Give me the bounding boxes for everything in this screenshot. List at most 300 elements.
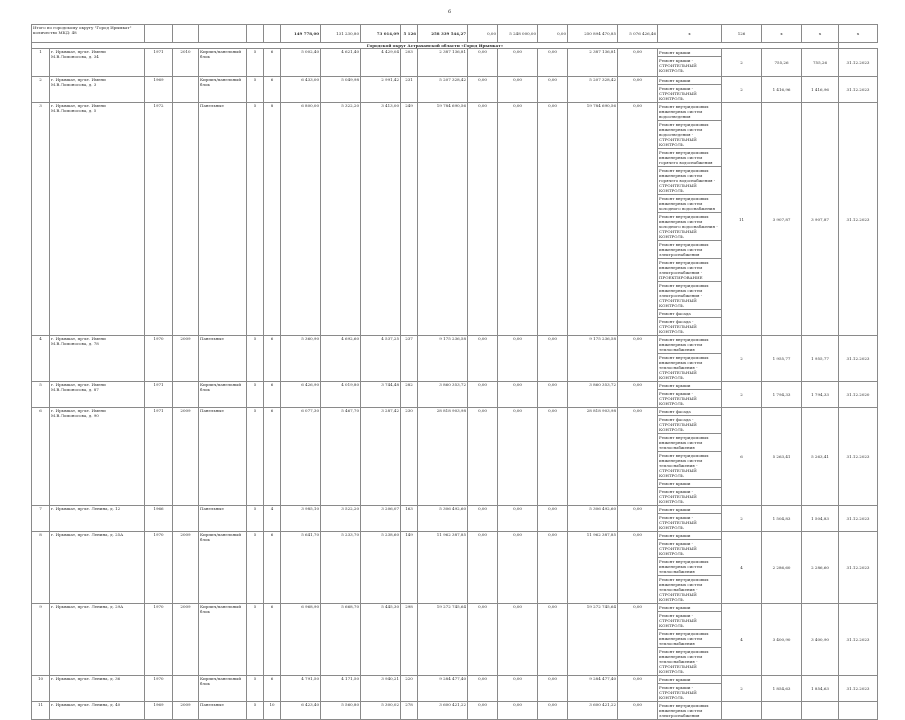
cell-c6: 0,00	[618, 382, 658, 408]
work-item: Ремонт фасада - СТРОИТЕЛЬНЫЙ КОНТРОЛЬ	[658, 416, 721, 434]
cell-s2	[802, 702, 839, 720]
work-item: Ремонт крыши	[658, 532, 721, 540]
cell-a2: 5 668,70	[321, 604, 361, 676]
cell-c3: 0,00	[498, 77, 538, 103]
summary-cell: х	[658, 25, 722, 43]
summary-cell	[247, 25, 264, 43]
cell-mat: Кирпич/панельный блок	[199, 532, 247, 604]
cell-y1: 1971	[145, 408, 173, 506]
work-item: Ремонт крыши - СТРОИТЕЛЬНЫЙ КОНТРОЛЬ	[659, 391, 697, 406]
table-row	[32, 676, 878, 702]
cell-f: 5	[247, 336, 264, 382]
cell-a1: 4 791,50	[281, 676, 321, 702]
work-item: Ремонт фасада - СТРОИТЕЛЬНЫЙ КОНТРОЛЬ	[659, 319, 697, 334]
work-item: Ремонт внутридомовых инженерных систем горячего водоснабжения - СТРОИТЕЛЬНЫЙ КОНТРОЛЬ	[658, 167, 721, 195]
cell-c3: 0,00	[498, 702, 538, 720]
summary-cell: 0,00	[538, 25, 568, 43]
work-item: Ремонт крыши - СТРОИТЕЛЬНЫЙ КОНТРОЛЬ	[659, 515, 697, 530]
cell-s2: 755,26	[802, 49, 839, 77]
work-item: Ремонт внутридомовых инженерных систем водоотведения - СТРОИТЕЛЬНЫЙ КОНТРОЛЬ	[658, 121, 721, 149]
cell-c3: 0,00	[498, 49, 538, 77]
cell-cnt: 2	[722, 49, 762, 77]
work-item: Ремонт внутридомовых инженерных систем теплоснабжения - СТРОИТЕЛЬНЫЙ КОНТРОЛЬ	[659, 577, 709, 602]
cell-date: 31.12.2023	[839, 676, 878, 702]
cell-c1: 19 272 745,64	[418, 604, 468, 676]
cell-ppl: 230	[401, 408, 418, 506]
cell-s1: 5 263,41	[762, 408, 802, 506]
work-item: Ремонт внутридомовых инженерных систем теплоснабжения	[658, 558, 721, 576]
cell-a1: 6 800,00	[281, 103, 321, 336]
work-item: Ремонт крыши	[658, 676, 721, 684]
table-body	[32, 25, 878, 720]
cell-c6: 0,00	[618, 103, 658, 336]
work-item: Ремонт внутридомовых инженерных систем теплоснабжения - СТРОИТЕЛЬНЫЙ КОНТРОЛЬ	[658, 452, 721, 480]
cell-c5: 5 306 492,60	[568, 506, 618, 532]
cell-f: 5	[247, 676, 264, 702]
cell-n: 8	[32, 532, 50, 604]
work-item: Ремонт внутридомовых инженерных систем электроснабжения	[658, 241, 721, 259]
cell-s2: 3 400,90	[802, 604, 839, 676]
summary-cell: 5 076 426,46	[618, 25, 658, 43]
cell-f: 5	[247, 408, 264, 506]
cell-p: 6	[264, 408, 281, 506]
work-item: Ремонт внутридомовых инженерных систем горячего водоснабжения	[658, 149, 721, 167]
work-item: Ремонт внутридомовых инженерных систем теплоснабжения - СТРОИТЕЛЬНЫЙ КОНТРОЛЬ	[659, 649, 709, 674]
cell-c3: 0,00	[498, 382, 538, 408]
cell-p: 6	[264, 77, 281, 103]
work-item: Ремонт фасада	[658, 408, 721, 416]
work-item: Ремонт крыши - СТРОИТЕЛЬНЫЙ КОНТРОЛЬ	[659, 489, 697, 504]
work-item: Ремонт внутридомовых инженерных систем водоотведения	[658, 103, 721, 121]
cell-a1: 5 360,90	[281, 336, 321, 382]
cell-works	[658, 103, 722, 336]
cell-date: 31.12.2023	[839, 77, 878, 103]
cell-p: 6	[264, 382, 281, 408]
cell-a1: 3 985,10	[281, 506, 321, 532]
cell-n: 4	[32, 336, 50, 382]
table-row	[32, 77, 878, 103]
cell-c5: 9 175 236,58	[568, 336, 618, 382]
cell-c3: 0,00	[498, 408, 538, 506]
cell-n: 6	[32, 408, 50, 506]
cell-a1: 6 433,00	[281, 77, 321, 103]
cell-s2: 1 794,33	[802, 382, 839, 408]
cell-a2: 4 019,80	[321, 382, 361, 408]
cell-c1: 9 175 236,58	[418, 336, 468, 382]
cell-a1: 6 968,90	[281, 604, 321, 676]
cell-c5: 5 207 328,42	[568, 77, 618, 103]
page-number: 6	[448, 9, 452, 15]
cell-c1: 3 860 353,72	[418, 382, 468, 408]
cell-f: 5	[247, 77, 264, 103]
cell-cnt: 2	[722, 506, 762, 532]
cell-c5: 2 387 136,81	[568, 49, 618, 77]
cell-f: 5	[247, 382, 264, 408]
cell-a2: 3 522,20	[321, 506, 361, 532]
work-item: Ремонт крыши	[658, 506, 721, 514]
cell-y1: 1970	[145, 336, 173, 382]
work-item: Ремонт фасада	[658, 310, 721, 318]
summary-row	[32, 25, 878, 43]
cell-a1: 5 641,70	[281, 532, 321, 604]
capital-repair-table	[31, 24, 878, 720]
cell-works	[658, 676, 722, 702]
cell-c6: 0,00	[618, 408, 658, 506]
cell-f: 5	[247, 506, 264, 532]
cell-c3: 0,00	[498, 604, 538, 676]
cell-a3: 5 238,60	[361, 532, 401, 604]
cell-a3: 3 940,21	[361, 676, 401, 702]
cell-c1: 5 306 492,60	[418, 506, 468, 532]
cell-mat: Кирпич/панельный блок	[199, 382, 247, 408]
cell-y2: 2009	[173, 702, 199, 720]
cell-ppl: 237	[401, 336, 418, 382]
cell-y1: 1969	[145, 702, 173, 720]
cell-y2: 2009	[173, 408, 199, 506]
cell-c4: 0,00	[538, 382, 568, 408]
cell-addr: г. Ирымкат, пр-кт. Имени М.В.Ломоносова, д. 5	[50, 103, 145, 336]
cell-a2: 5 560,80	[321, 702, 361, 720]
cell-mat: Панельные	[199, 506, 247, 532]
cell-cnt: 4	[722, 604, 762, 676]
cell-cnt: 2	[722, 382, 762, 408]
cell-works	[658, 532, 722, 604]
summary-label: Итого по городскому округу "Город Ирымкат" количество МКД: 48	[32, 25, 145, 43]
summary-cell: х	[802, 25, 839, 43]
cell-ppl: 220	[401, 676, 418, 702]
summary-cell: х	[762, 25, 802, 43]
cell-works	[658, 702, 722, 720]
cell-c4: 0,00	[538, 408, 568, 506]
cell-c6: 0,00	[618, 676, 658, 702]
cell-s1: 1 416,96	[762, 77, 802, 103]
cell-a3: 3 413,00	[361, 103, 401, 336]
cell-p: 6	[264, 49, 281, 77]
cell-ppl: 298	[401, 604, 418, 676]
cell-c2: 0,00	[468, 532, 498, 604]
cell-a3: 2 991,42	[361, 77, 401, 103]
cell-n: 5	[32, 382, 50, 408]
summary-cell: 258 339 544,27	[418, 25, 468, 43]
cell-works	[658, 382, 722, 408]
summary-cell: 0,00	[468, 25, 498, 43]
cell-date: 31.12.2023	[839, 336, 878, 382]
cell-a1: 6 423,40	[281, 702, 321, 720]
cell-y2: 2010	[173, 49, 199, 77]
cell-cnt: 4	[722, 532, 762, 604]
cell-y2: 2009	[173, 604, 199, 676]
cell-addr: г. Ирымкат, пр-кт. Ленина, д. 12	[50, 506, 145, 532]
cell-s2: 2 286,60	[802, 532, 839, 604]
cell-c1: 19 784 690,56	[418, 103, 468, 336]
work-item: Ремонт внутридомовых инженерных систем теплоснабжения - СТРОИТЕЛЬНЫЙ КОНТРОЛЬ	[659, 355, 709, 380]
cell-c3: 0,00	[498, 506, 538, 532]
cell-y2	[173, 77, 199, 103]
cell-n: 1	[32, 49, 50, 77]
cell-y1: 1970	[145, 532, 173, 604]
cell-c1: 2 387 136,81	[418, 49, 468, 77]
cell-a1: 6 077,30	[281, 408, 321, 506]
cell-y2: 2009	[173, 336, 199, 382]
cell-c4: 0,00	[538, 702, 568, 720]
cell-ppl: 149	[401, 532, 418, 604]
cell-p: 8	[264, 103, 281, 336]
cell-c5: 28 818 903,98	[568, 408, 618, 506]
cell-c6: 0,00	[618, 702, 658, 720]
cell-s2: 1 416,96	[802, 77, 839, 103]
cell-ppl: 282	[401, 382, 418, 408]
cell-c2: 0,00	[468, 408, 498, 506]
cell-c6: 0,00	[618, 336, 658, 382]
cell-works	[658, 77, 722, 103]
cell-n: 9	[32, 604, 50, 676]
cell-s1: 1 854,63	[762, 676, 802, 702]
cell-c1: 11 962 387,85	[418, 532, 468, 604]
summary-cell	[199, 25, 247, 43]
summary-cell	[264, 25, 281, 43]
cell-mat: Панельные	[199, 408, 247, 506]
cell-a2: 5 322,20	[321, 103, 361, 336]
cell-mat: Панельные	[199, 336, 247, 382]
summary-cell: 126	[722, 25, 762, 43]
cell-n: 7	[32, 506, 50, 532]
summary-cell: х	[839, 25, 878, 43]
cell-c2: 0,00	[468, 382, 498, 408]
work-item: Ремонт крыши	[658, 480, 721, 488]
cell-f: 5	[247, 103, 264, 336]
summary-cell: 5 248 000,00	[498, 25, 538, 43]
cell-c5: 11 962 387,85	[568, 532, 618, 604]
cell-c4: 0,00	[538, 336, 568, 382]
cell-y1: 1971	[145, 382, 173, 408]
cell-c2: 0,00	[468, 336, 498, 382]
cell-c6: 0,00	[618, 506, 658, 532]
cell-addr: г. Ирымкат, пр-кт. Имени М.В.Ломоносова, д. 78	[50, 336, 145, 382]
table-row	[32, 336, 878, 382]
cell-a2: 5 049,98	[321, 77, 361, 103]
cell-c5: 3 600 421,22	[568, 702, 618, 720]
summary-cell: 5 126	[401, 25, 418, 43]
cell-n: 11	[32, 702, 50, 720]
cell-s2: 1 955,77	[802, 336, 839, 382]
cell-c5: 9 284 477,40	[568, 676, 618, 702]
cell-c5: 19 784 690,56	[568, 103, 618, 336]
work-item: Ремонт внутридомовых инженерных систем теплоснабжения	[658, 630, 721, 648]
work-item: Ремонт внутридомовых инженерных систем холодного водоснабжения	[658, 195, 721, 213]
cell-y2	[173, 506, 199, 532]
work-item: Ремонт внутридомовых инженерных систем электроснабжения - СТРОИТЕЛЬНЫЙ КОНТРОЛЬ	[658, 282, 721, 310]
cell-c2: 0,00	[468, 604, 498, 676]
cell-c2: 0,00	[468, 103, 498, 336]
table-row	[32, 382, 878, 408]
summary-cell: 131 230,80	[321, 25, 361, 43]
cell-works	[658, 408, 722, 506]
cell-a3: 4 429,04	[361, 49, 401, 77]
cell-addr: г. Ирымкат, пр-кт. Имени М.В.Ломоносова, д. 90	[50, 408, 145, 506]
cell-c1: 5 207 328,42	[418, 77, 468, 103]
cell-c4: 0,00	[538, 49, 568, 77]
cell-cnt: 11	[722, 103, 762, 336]
cell-s2: 1 854,63	[802, 676, 839, 702]
cell-date: 31.12.2023	[839, 506, 878, 532]
summary-cell: 250 894 470,85	[568, 25, 618, 43]
cell-s1: 1 794,33	[762, 382, 802, 408]
cell-c2: 0,00	[468, 676, 498, 702]
cell-works	[658, 49, 722, 77]
cell-c2: 0,00	[468, 77, 498, 103]
cell-p: 4	[264, 506, 281, 532]
cell-c6: 0,00	[618, 604, 658, 676]
cell-c5: 3 860 353,72	[568, 382, 618, 408]
cell-c4: 0,00	[538, 77, 568, 103]
cell-c1: 3 600 421,22	[418, 702, 468, 720]
cell-a3: 4 537,25	[361, 336, 401, 382]
work-item: Ремонт крыши - СТРОИТЕЛЬНЫЙ КОНТРОЛЬ	[658, 612, 721, 630]
summary-cell	[173, 25, 199, 43]
cell-s1	[762, 702, 802, 720]
cell-addr: г. Ирымкат, пр-кт. Имени М.В.Ломоносова, д. 87	[50, 382, 145, 408]
cell-y2	[173, 382, 199, 408]
cell-p: 10	[264, 702, 281, 720]
table-row	[32, 702, 878, 720]
cell-s1: 755,26	[762, 49, 802, 77]
table-row	[32, 49, 878, 77]
cell-s2: 5 263,41	[802, 408, 839, 506]
cell-y1: 1970	[145, 604, 173, 676]
cell-a2: 5 233,70	[321, 532, 361, 604]
cell-ppl: 278	[401, 702, 418, 720]
cell-c2: 0,00	[468, 702, 498, 720]
cell-ppl: 249	[401, 103, 418, 336]
cell-c4: 0,00	[538, 506, 568, 532]
work-item: Ремонт крыши	[658, 604, 721, 612]
cell-s2: 3 907,87	[802, 103, 839, 336]
cell-s1: 3 400,90	[762, 604, 802, 676]
work-item: Ремонт внутридомовых инженерных систем теплоснабжения	[658, 336, 721, 354]
cell-f: 5	[247, 49, 264, 77]
cell-c2: 0,00	[468, 49, 498, 77]
cell-works	[658, 506, 722, 532]
cell-y2: 2009	[173, 532, 199, 604]
cell-works	[658, 336, 722, 382]
cell-cnt: 2	[722, 77, 762, 103]
cell-a2: 4 692,60	[321, 336, 361, 382]
cell-c4: 0,00	[538, 676, 568, 702]
cell-addr: г. Ирымкат, пр-кт. Ленина, д. 40	[50, 702, 145, 720]
cell-y2	[173, 676, 199, 702]
work-item: Ремонт крыши - СТРОИТЕЛЬНЫЙ КОНТРОЛЬ	[659, 86, 697, 101]
table-row	[32, 506, 878, 532]
cell-a2: 5 467,70	[321, 408, 361, 506]
cell-date	[839, 702, 878, 720]
work-item: Ремонт внутридомовых инженерных систем теплоснабжения	[658, 434, 721, 452]
cell-y1: 1971	[145, 49, 173, 77]
cell-c6: 0,00	[618, 49, 658, 77]
work-item: Ремонт крыши - СТРОИТЕЛЬНЫЙ КОНТРОЛЬ	[658, 540, 721, 558]
cell-a3: 3 287,42	[361, 408, 401, 506]
cell-n: 2	[32, 77, 50, 103]
work-item: Ремонт внутридомовых инженерных систем электроснабжения - ПРОЕКТИРОВАНИЕ	[658, 259, 721, 282]
cell-a3: 5 300,02	[361, 702, 401, 720]
cell-s2: 1 504,83	[802, 506, 839, 532]
cell-p: 6	[264, 532, 281, 604]
cell-c5: 19 272 745,64	[568, 604, 618, 676]
cell-p: 6	[264, 676, 281, 702]
cell-y1: 1970	[145, 676, 173, 702]
cell-n: 10	[32, 676, 50, 702]
cell-c4: 0,00	[538, 532, 568, 604]
cell-y1: 1972	[145, 103, 173, 336]
cell-y1: 1966	[145, 506, 173, 532]
cell-p: 6	[264, 604, 281, 676]
cell-c4: 0,00	[538, 604, 568, 676]
cell-c6: 0,00	[618, 77, 658, 103]
cell-y1: 1969	[145, 77, 173, 103]
cell-c3: 0,00	[498, 532, 538, 604]
work-item: Ремонт крыши - СТРОИТЕЛЬНЫЙ КОНТРОЛЬ	[659, 58, 697, 73]
cell-cnt: 6	[722, 408, 762, 506]
cell-c3: 0,00	[498, 676, 538, 702]
cell-mat: Кирпич/панельный блок	[199, 676, 247, 702]
table-row	[32, 103, 878, 336]
cell-c4: 0,00	[538, 103, 568, 336]
cell-mat: Панельные	[199, 702, 247, 720]
cell-mat: Панельные	[199, 103, 247, 336]
cell-a2: 4 171,50	[321, 676, 361, 702]
cell-date: 31.12.2023	[839, 408, 878, 506]
cell-ppl: 231	[401, 77, 418, 103]
cell-s1: 1 955,77	[762, 336, 802, 382]
cell-c1: 9 284 477,40	[418, 676, 468, 702]
cell-addr: г. Ирымкат, пр-кт. Имени М.В.Ломоносова, д. 3	[50, 77, 145, 103]
work-item: Ремонт крыши	[658, 382, 721, 390]
cell-c2: 0,00	[468, 506, 498, 532]
cell-c6: 0,00	[618, 532, 658, 604]
cell-mat: Кирпич/панельный блок	[199, 49, 247, 77]
table-row	[32, 408, 878, 506]
cell-c1: 28 818 903,98	[418, 408, 468, 506]
work-item: Ремонт крыши	[658, 77, 721, 85]
summary-cell: 73 014,09	[361, 25, 401, 43]
cell-a3: 3 206,07	[361, 506, 401, 532]
cell-addr: г. Ирымкат, пр-кт. Ленина, д. 25А	[50, 532, 145, 604]
cell-cnt: 2	[722, 676, 762, 702]
cell-cnt	[722, 702, 762, 720]
cell-y2	[173, 103, 199, 336]
cell-date: 31.12.2023	[839, 103, 878, 336]
cell-f: 5	[247, 702, 264, 720]
cell-c3: 0,00	[498, 103, 538, 336]
cell-f: 5	[247, 604, 264, 676]
section-title: Городской округ Астраханской области «Город Ирымкат»	[32, 43, 839, 49]
cell-mat: Кирпич/панельный блок	[199, 604, 247, 676]
cell-mat: Кирпич/панельный блок	[199, 77, 247, 103]
work-item: Ремонт крыши	[658, 49, 721, 57]
work-item: Ремонт внутридомовых инженерных систем электроснабжения	[659, 703, 709, 718]
cell-addr: г. Ирымкат, пр-кт. Ленина, д. 36	[50, 676, 145, 702]
cell-date: 31.12.2023	[839, 604, 878, 676]
cell-ppl: 163	[401, 506, 418, 532]
cell-a1: 5 002,40	[281, 49, 321, 77]
cell-ppl: 203	[401, 49, 418, 77]
work-item: Ремонт крыши - СТРОИТЕЛЬНЫЙ КОНТРОЛЬ	[659, 685, 697, 700]
cell-p: 6	[264, 336, 281, 382]
cell-a3: 5 445,30	[361, 604, 401, 676]
summary-cell: 149 778,00	[281, 25, 321, 43]
cell-date: 31.12.2020	[839, 382, 878, 408]
cell-c3: 0,00	[498, 336, 538, 382]
cell-addr: г. Ирымкат, пр-кт. Ленина, д. 29А	[50, 604, 145, 676]
